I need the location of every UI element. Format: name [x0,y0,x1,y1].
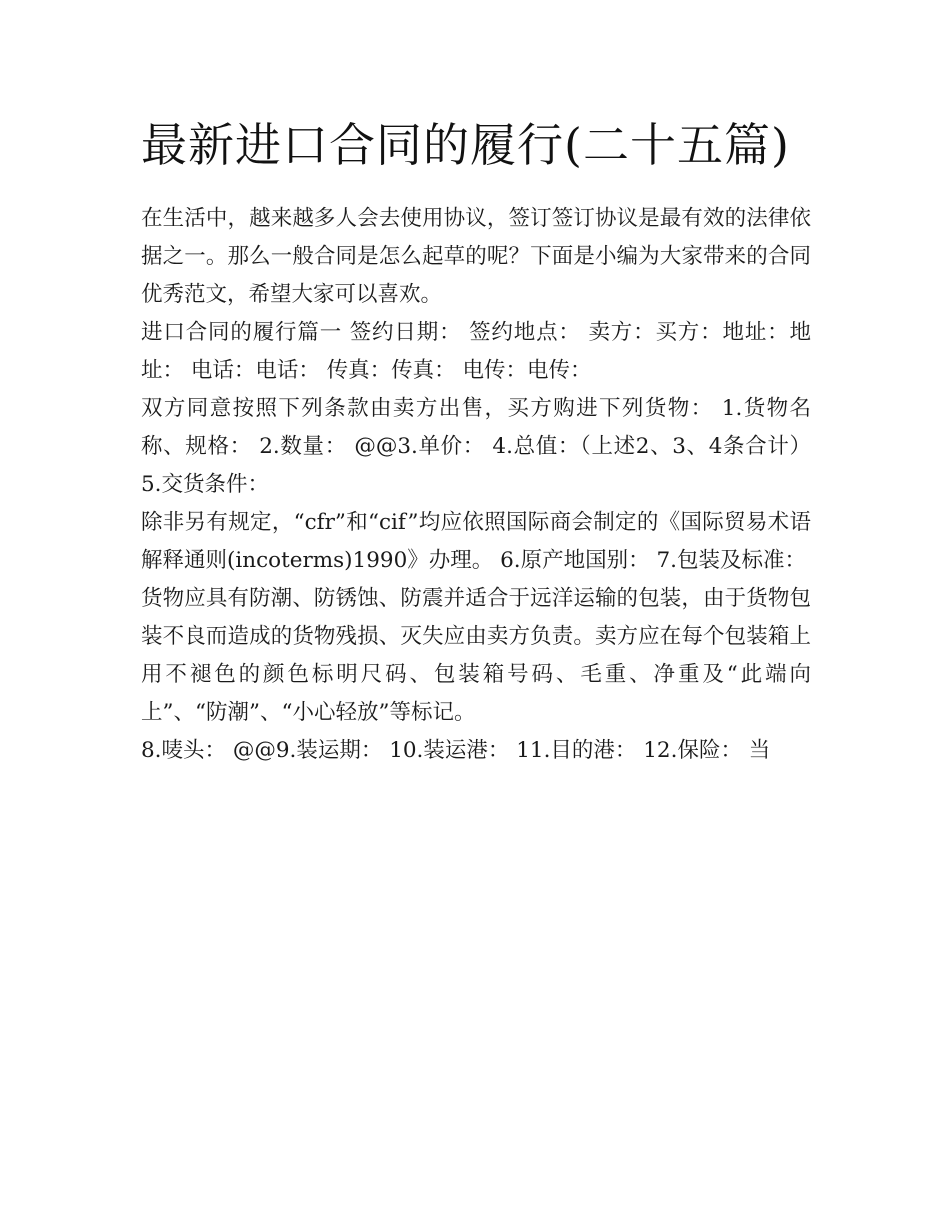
document-title: 最新进口合同的履行(二十五篇) [141,118,790,172]
paragraph-incoterms: 除非另有规定，“cfr”和“cif”均应依照国际商会制定的《国际贸易术语解释通则(incoterms)1990》办理。 6.原产地国别： 7.包装及标准： [141,510,811,573]
paragraph-goods-terms: 双方同意按照下列条款由卖方出售，买方购进下列货物： 1.货物名称、规格： 2.数量： @@3.单价： 4.总值：（上述2、3、4条合计）5.交货条件： [141,396,811,497]
paragraph-intro: 在生活中，越来越多人会去使用协议，签订签订协议是最有效的法律依据之一。那么一般合同是怎么起草的呢？下面是小编为大家带来的合同优秀范文，希望大家可以喜欢。 [141,206,811,307]
document-body [141,112,811,770]
paragraph-packing: 货物应具有防潮、防锈蚀、防震并适合于远洋运输的包装，由于货物包装不良而造成的货物残损、灭失应由卖方负责。卖方应在每个包装箱上用不褪色的颜色标明尺码、包装箱号码、毛重、净重及“此端向上”、“防潮”、“小心轻放”等标记。 [141,586,811,725]
paragraph-parties: 进口合同的履行篇一 签约日期： 签约地点： 卖方：买方：地址：地址： 电话：电话： 传真：传真： 电传：电传： [141,320,811,383]
paragraph-shipping-marks: 8.唛头： @@9.装运期： 10.装运港： 11.目的港： 12.保险： 当 [141,738,771,763]
